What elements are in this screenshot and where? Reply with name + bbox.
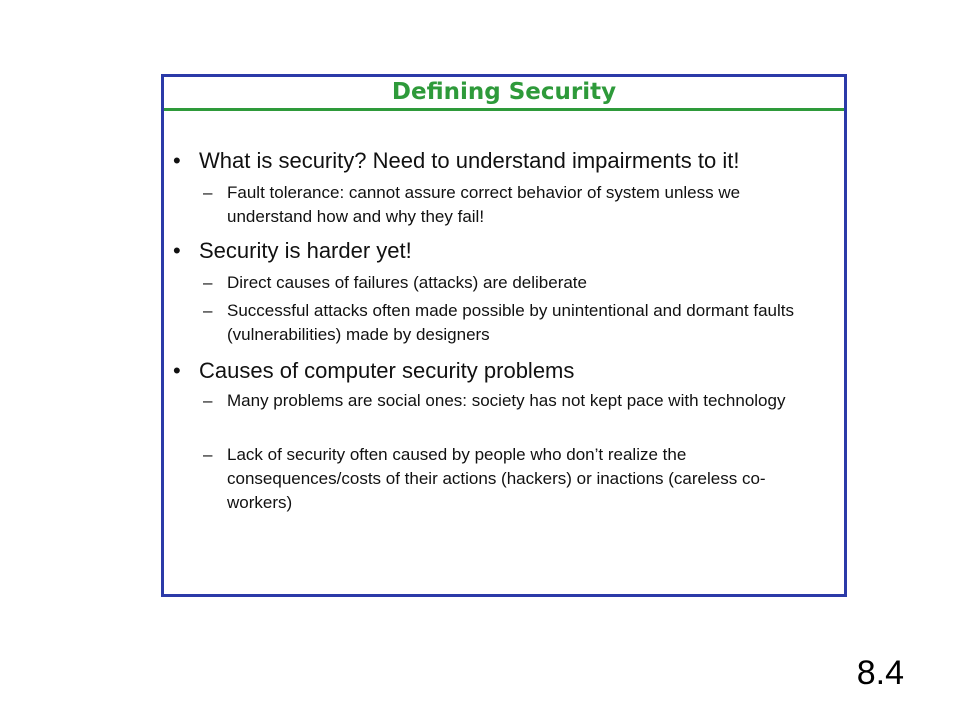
- sub-bullet-marker: –: [203, 301, 213, 320]
- slide-footer-note: [161, 596, 281, 600]
- bullet-text: What is security? Need to understand impairments to it!: [199, 148, 740, 173]
- bullet-marker: •: [173, 238, 181, 263]
- slide-title-bar: [164, 77, 844, 111]
- sub-bullet-text: Direct causes of failures (attacks) are deliberate: [227, 273, 587, 292]
- sub-bullet-text: Successful attacks often made possible by unintentional and dormant faults (vulnerabilities) made by designers: [227, 301, 795, 344]
- sub-bullet-text: Lack of security often caused by people who don’t realize the consequences/costs of their actions (hackers) or inactions (careless co-workers): [227, 445, 766, 512]
- slide-title: Defining Security: [391, 79, 617, 105]
- sub-bullet-marker: –: [203, 273, 213, 292]
- bullet-text: Causes of computer security problems: [199, 358, 575, 383]
- sub-bullet-marker: –: [203, 391, 213, 410]
- sub-bullet-marker: –: [203, 183, 213, 202]
- bullet-marker: •: [173, 358, 181, 383]
- sub-bullet-text: Fault tolerance: cannot assure correct behavior of system unless we understand how and why they fail!: [227, 183, 741, 226]
- page-number: 8.4: [856, 654, 904, 692]
- slide-frame: [161, 74, 847, 597]
- bullet-text: Security is harder yet!: [199, 238, 412, 263]
- sub-bullet-text: Many problems are social ones: society has not kept pace with technology: [227, 391, 786, 410]
- bullet-marker: •: [173, 148, 181, 173]
- sub-bullet-marker: –: [203, 445, 213, 464]
